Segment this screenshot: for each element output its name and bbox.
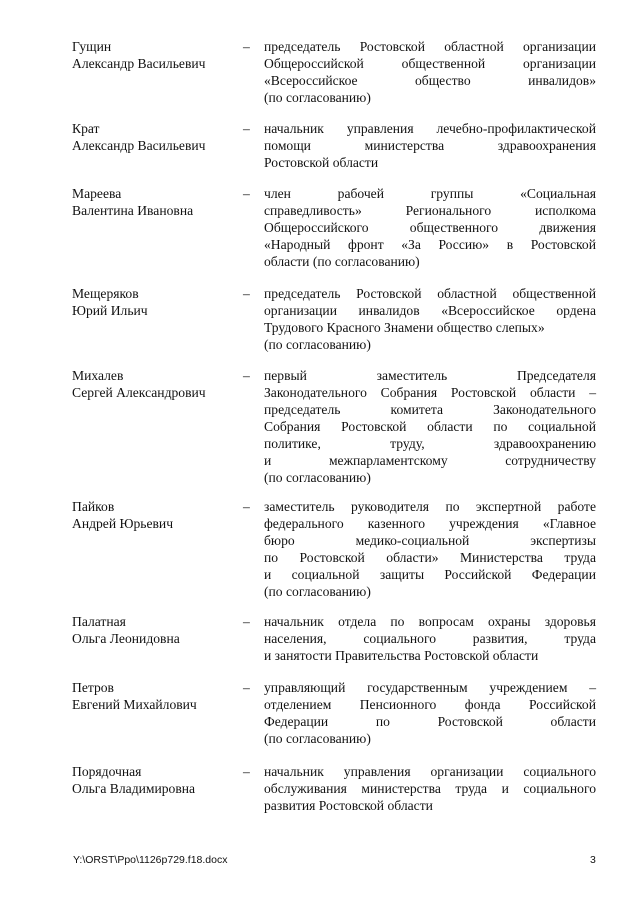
member-surname: Гущин (72, 39, 112, 54)
position-line: федерального казенного учреждения «Главное (264, 516, 596, 531)
separator-dash: – (243, 121, 250, 136)
position-line: области (по согласованию) (264, 254, 420, 269)
footer-file-path: Y:\ORST\Ppo\1126p729.f18.docx (73, 854, 228, 866)
member-given-names: Юрий Ильич (72, 303, 148, 318)
separator-dash: – (243, 186, 250, 201)
position-line: первый заместитель Председателя (264, 368, 596, 383)
member-surname: Михалев (72, 368, 124, 383)
position-line: Законодательного Собрания Ростовской области – (264, 385, 596, 400)
member-position (264, 185, 596, 270)
position-line: «Всероссийское общество инвалидов» (264, 73, 596, 88)
separator-dash: – (243, 499, 250, 514)
position-line: (по согласованию) (264, 337, 371, 352)
position-line: заместитель руководителя по экспертной работе (264, 499, 596, 514)
position-line: обслуживания министерства труда и социального (264, 781, 596, 796)
separator-dash: – (243, 764, 250, 779)
position-line: бюро медико-социальной экспертизы (264, 533, 596, 548)
position-line: управляющий государственным учреждением – (264, 680, 596, 695)
position-line: политике, труду, здравоохранению (264, 436, 596, 451)
member-surname: Мареева (72, 186, 122, 201)
position-line: начальник управления организации социального (264, 764, 596, 779)
position-line: Федерации по Ростовской области (264, 714, 596, 729)
member-position (264, 367, 596, 486)
position-line: населения, социального развития, труда (264, 631, 596, 646)
position-line: помощи министерства здравоохранения (264, 138, 596, 153)
position-line: справедливость» Регионального исполкома (264, 203, 596, 218)
member-given-names: Сергей Александрович (72, 385, 206, 400)
member-name (72, 613, 242, 647)
member-position (264, 613, 596, 664)
member-position (264, 285, 596, 353)
position-line: начальник управления лечебно-профилактической (264, 121, 596, 136)
member-name (72, 38, 242, 72)
member-name (72, 498, 242, 532)
position-line: (по согласованию) (264, 584, 371, 599)
member-given-names: Евгений Михайлович (72, 697, 197, 712)
position-line: и занятости Правительства Ростовской области (264, 648, 539, 663)
position-line: отделением Пенсионного фонда Российской (264, 697, 596, 712)
position-line: Трудового Красного Знамени общество слепых» (264, 320, 545, 335)
member-name (72, 120, 242, 154)
member-position (264, 763, 596, 814)
position-line: (по согласованию) (264, 90, 371, 105)
position-line: Общероссийской общественной организации (264, 56, 596, 71)
member-surname: Мещеряков (72, 286, 139, 301)
position-line: и социальной защиты Российской Федерации (264, 567, 596, 582)
member-name (72, 679, 242, 713)
member-position (264, 120, 596, 171)
member-given-names: Александр Васильевич (72, 56, 206, 71)
member-surname: Порядочная (72, 764, 142, 779)
member-name (72, 185, 242, 219)
member-given-names: Александр Васильевич (72, 138, 206, 153)
separator-dash: – (243, 614, 250, 629)
position-line: (по согласованию) (264, 731, 371, 746)
position-line: Ростовской области (264, 155, 379, 170)
position-line: развития Ростовской области (264, 798, 433, 813)
position-line: (по согласованию) (264, 470, 371, 485)
member-name (72, 285, 242, 319)
page-number: 3 (590, 854, 596, 866)
member-position (264, 38, 596, 106)
member-given-names: Ольга Владимировна (72, 781, 196, 796)
position-line: председатель Ростовской областной общественной (264, 286, 596, 301)
separator-dash: – (243, 286, 250, 301)
separator-dash: – (243, 368, 250, 383)
member-position (264, 679, 596, 747)
member-given-names: Валентина Ивановна (72, 203, 194, 218)
member-surname: Палатная (72, 614, 126, 629)
position-line: начальник отдела по вопросам охраны здоровья (264, 614, 596, 629)
position-line: «Народный фронт «За Россию» в Ростовской (264, 237, 596, 252)
member-name (72, 763, 242, 797)
position-line: организации инвалидов «Всероссийское ордена (264, 303, 596, 318)
member-name (72, 367, 242, 401)
separator-dash: – (243, 39, 250, 54)
member-surname: Крат (72, 121, 100, 136)
member-given-names: Ольга Леонидовна (72, 631, 180, 646)
position-line: член рабочей группы «Социальная (264, 186, 596, 201)
member-given-names: Андрей Юрьевич (72, 516, 174, 531)
member-position (264, 498, 596, 600)
member-surname: Петров (72, 680, 114, 695)
member-surname: Пайков (72, 499, 115, 514)
position-line: Собрания Ростовской области по социальной (264, 419, 596, 434)
separator-dash: – (243, 680, 250, 695)
position-line: председатель Ростовской областной организации (264, 39, 596, 54)
position-line: по Ростовской области» Министерства труда (264, 550, 596, 565)
position-line: председатель комитета Законодательного (264, 402, 596, 417)
position-line: и межпарламентскому сотрудничеству (264, 453, 596, 468)
position-line: Общероссийского общественного движения (264, 220, 596, 235)
